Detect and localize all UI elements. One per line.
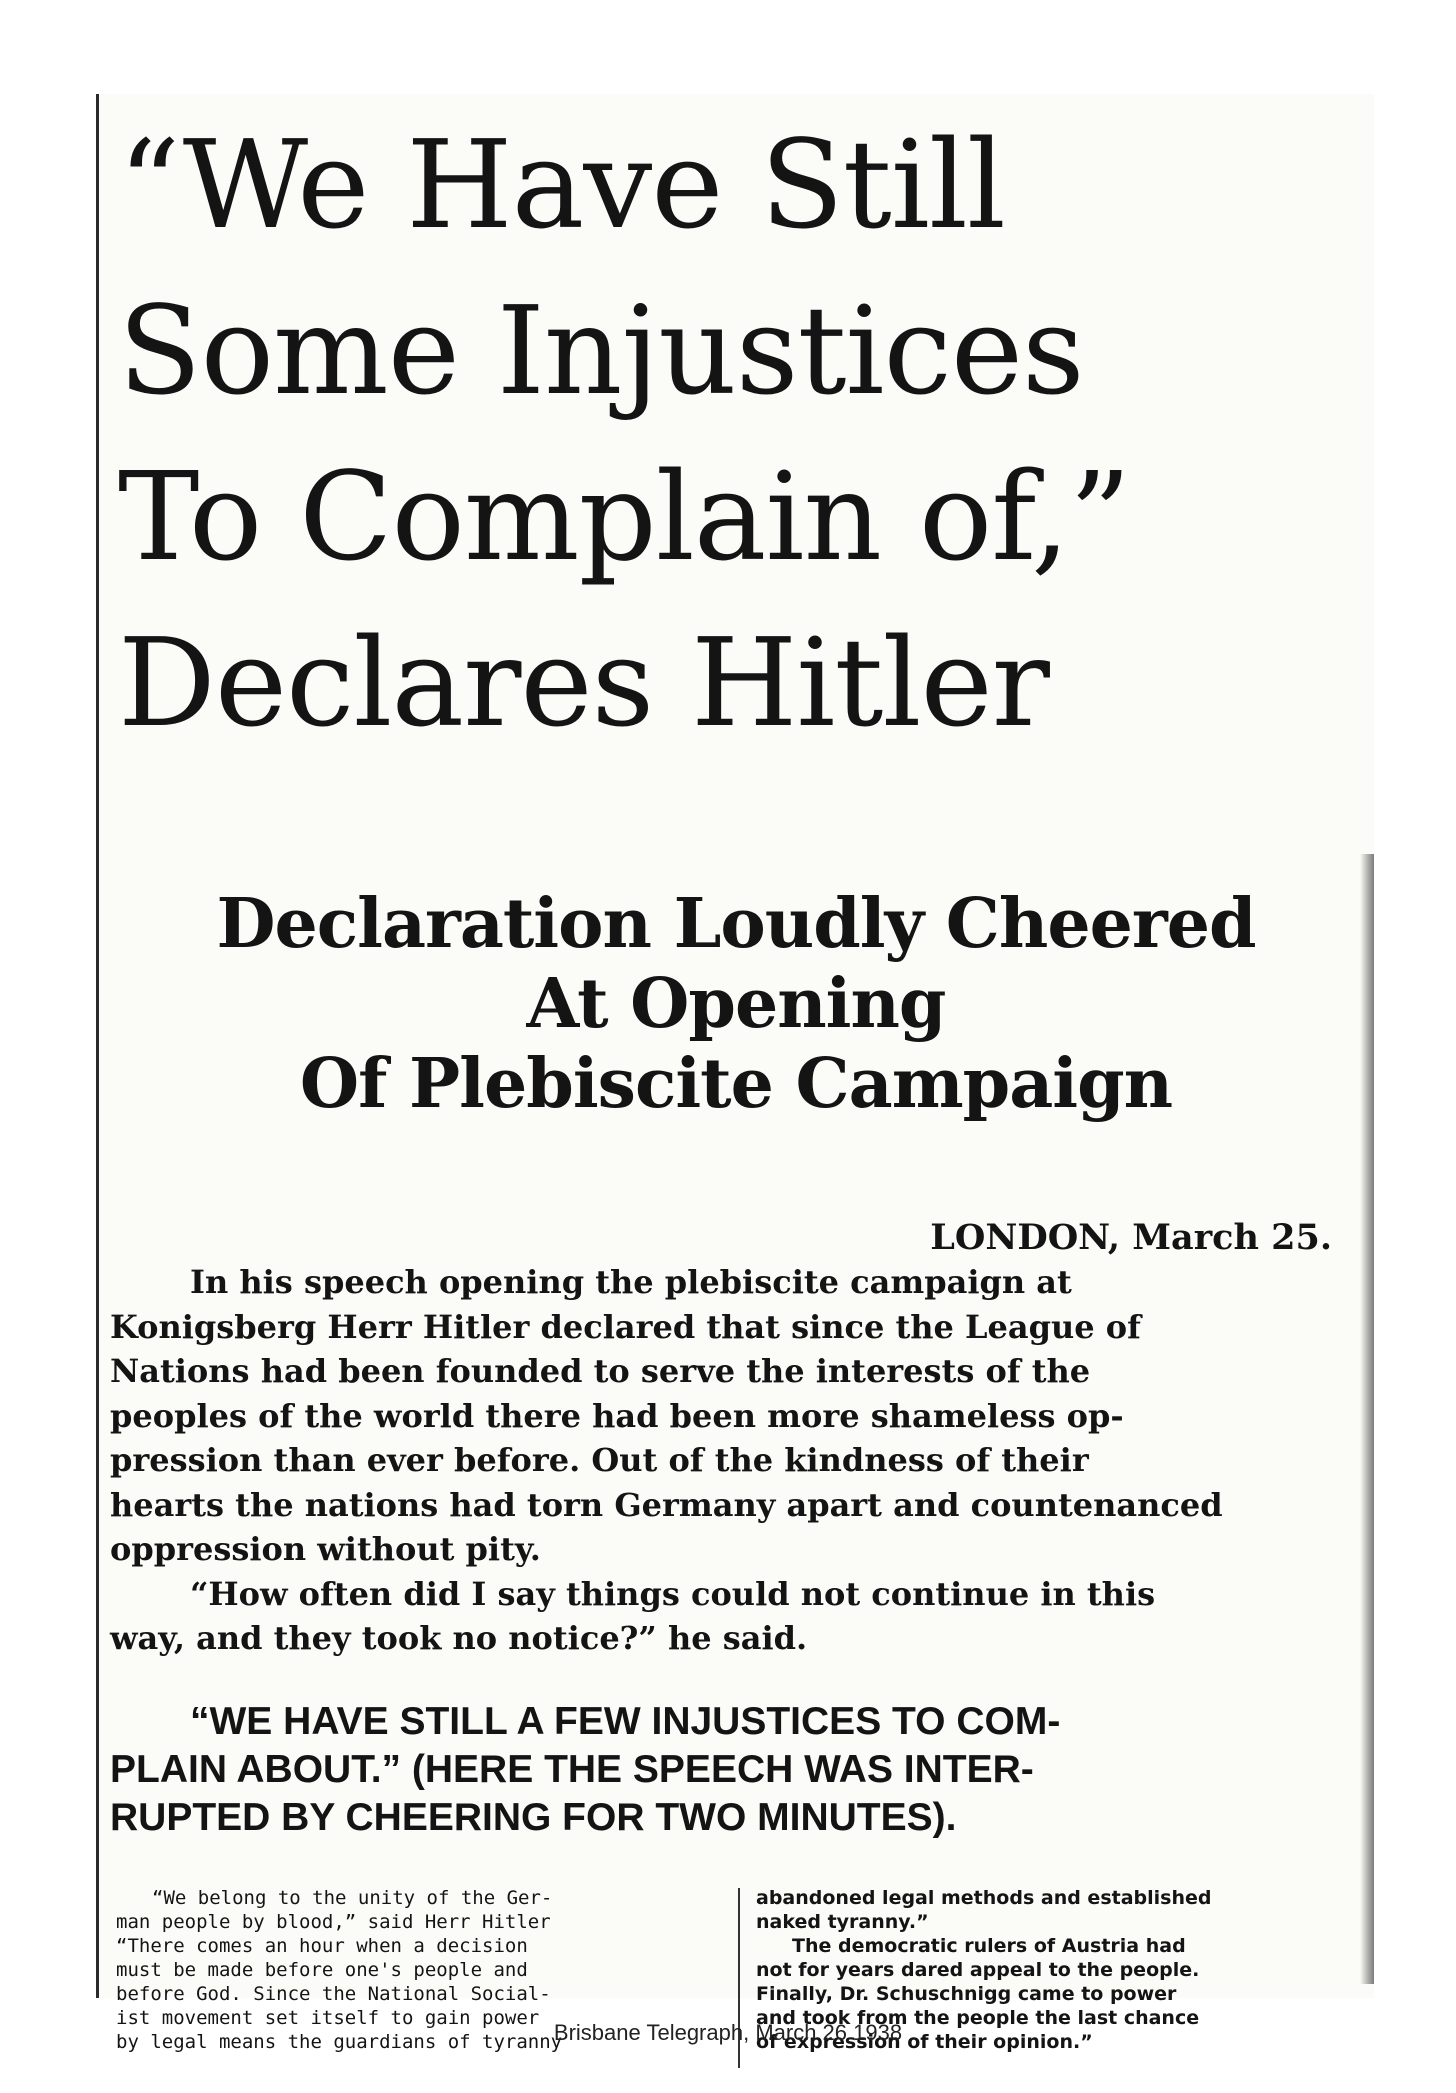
- body-line: Nations had been founded to serve the interests of the: [110, 1352, 1091, 1390]
- body-line: peoples of the world there had been more shameless op-: [110, 1396, 1124, 1435]
- article-quote-caps: [110, 1698, 1372, 1842]
- body-line: “How often did I say things could not continue in this: [190, 1574, 1156, 1613]
- column-line: Finally, Dr. Schuschnigg came to power: [756, 1983, 1177, 2005]
- headline-line: To Complain of,”: [118, 446, 1131, 588]
- body-line: In his speech opening the plebiscite campaign at: [190, 1263, 1072, 1301]
- body-line: Konigsberg Herr Hitler declared that since the League of: [110, 1307, 1141, 1346]
- column-line: ist movement set itself to gain power: [116, 2007, 540, 2029]
- column-line: and took from the people the last chance: [756, 2007, 1200, 2029]
- headline-line: “We Have Still: [118, 114, 1005, 256]
- column-line: by legal means the guardians of tyranny: [116, 2031, 563, 2053]
- headline-line: Declares Hitler: [118, 612, 1049, 754]
- column-rule-left: [96, 94, 99, 1998]
- caps-line: “WE HAVE STILL A FEW INJUSTICES TO COM-: [190, 1700, 1061, 1743]
- column-line: not for years dared appeal to the people.: [756, 1959, 1200, 1981]
- column-line: before God. Since the National Social-: [116, 1983, 551, 2005]
- headline-line: Some Injustices: [118, 280, 1084, 422]
- column-line: must be made before one's people and: [116, 1959, 528, 1981]
- body-line: way, and they took no notice?” he said.: [110, 1619, 808, 1657]
- subheadline-line: At Opening: [526, 964, 946, 1044]
- caps-line: RUPTED BY CHEERING FOR TWO MINUTES).: [110, 1796, 957, 1839]
- caps-line: PLAIN ABOUT.” (HERE THE SPEECH WAS INTER-: [110, 1748, 1034, 1791]
- subheadline-line: Of Plebiscite Campaign: [299, 1044, 1173, 1124]
- body-line: hearts the nations had torn Germany apart and countenanced: [110, 1485, 1223, 1524]
- column-line: naked tyranny.”: [756, 1911, 929, 1933]
- body-line: pression than ever before. Out of the kindness of their: [110, 1441, 1089, 1479]
- column-line: “There comes an hour when a decision: [116, 1935, 528, 1957]
- source-caption: Brisbane Telegraph, March 26 1938: [553, 2020, 903, 2045]
- article-body: [110, 1260, 1372, 1661]
- column-line: man people by blood,” said Herr Hitler: [116, 1911, 551, 1933]
- body-line: oppression without pity.: [110, 1530, 541, 1568]
- subheadline-line: Declaration Loudly Cheered: [216, 884, 1256, 964]
- column-line: The democratic rulers of Austria had: [792, 1935, 1186, 1957]
- column-line: abandoned legal methods and established: [756, 1887, 1212, 1909]
- column-line: “We belong to the unity of the Ger-: [152, 1887, 553, 1909]
- subheadline: [106, 884, 1366, 1124]
- dateline: LONDON, March 25.: [930, 1217, 1332, 1258]
- column-line: of expression of their opinion.”: [756, 2031, 1093, 2053]
- headline: [118, 102, 1348, 766]
